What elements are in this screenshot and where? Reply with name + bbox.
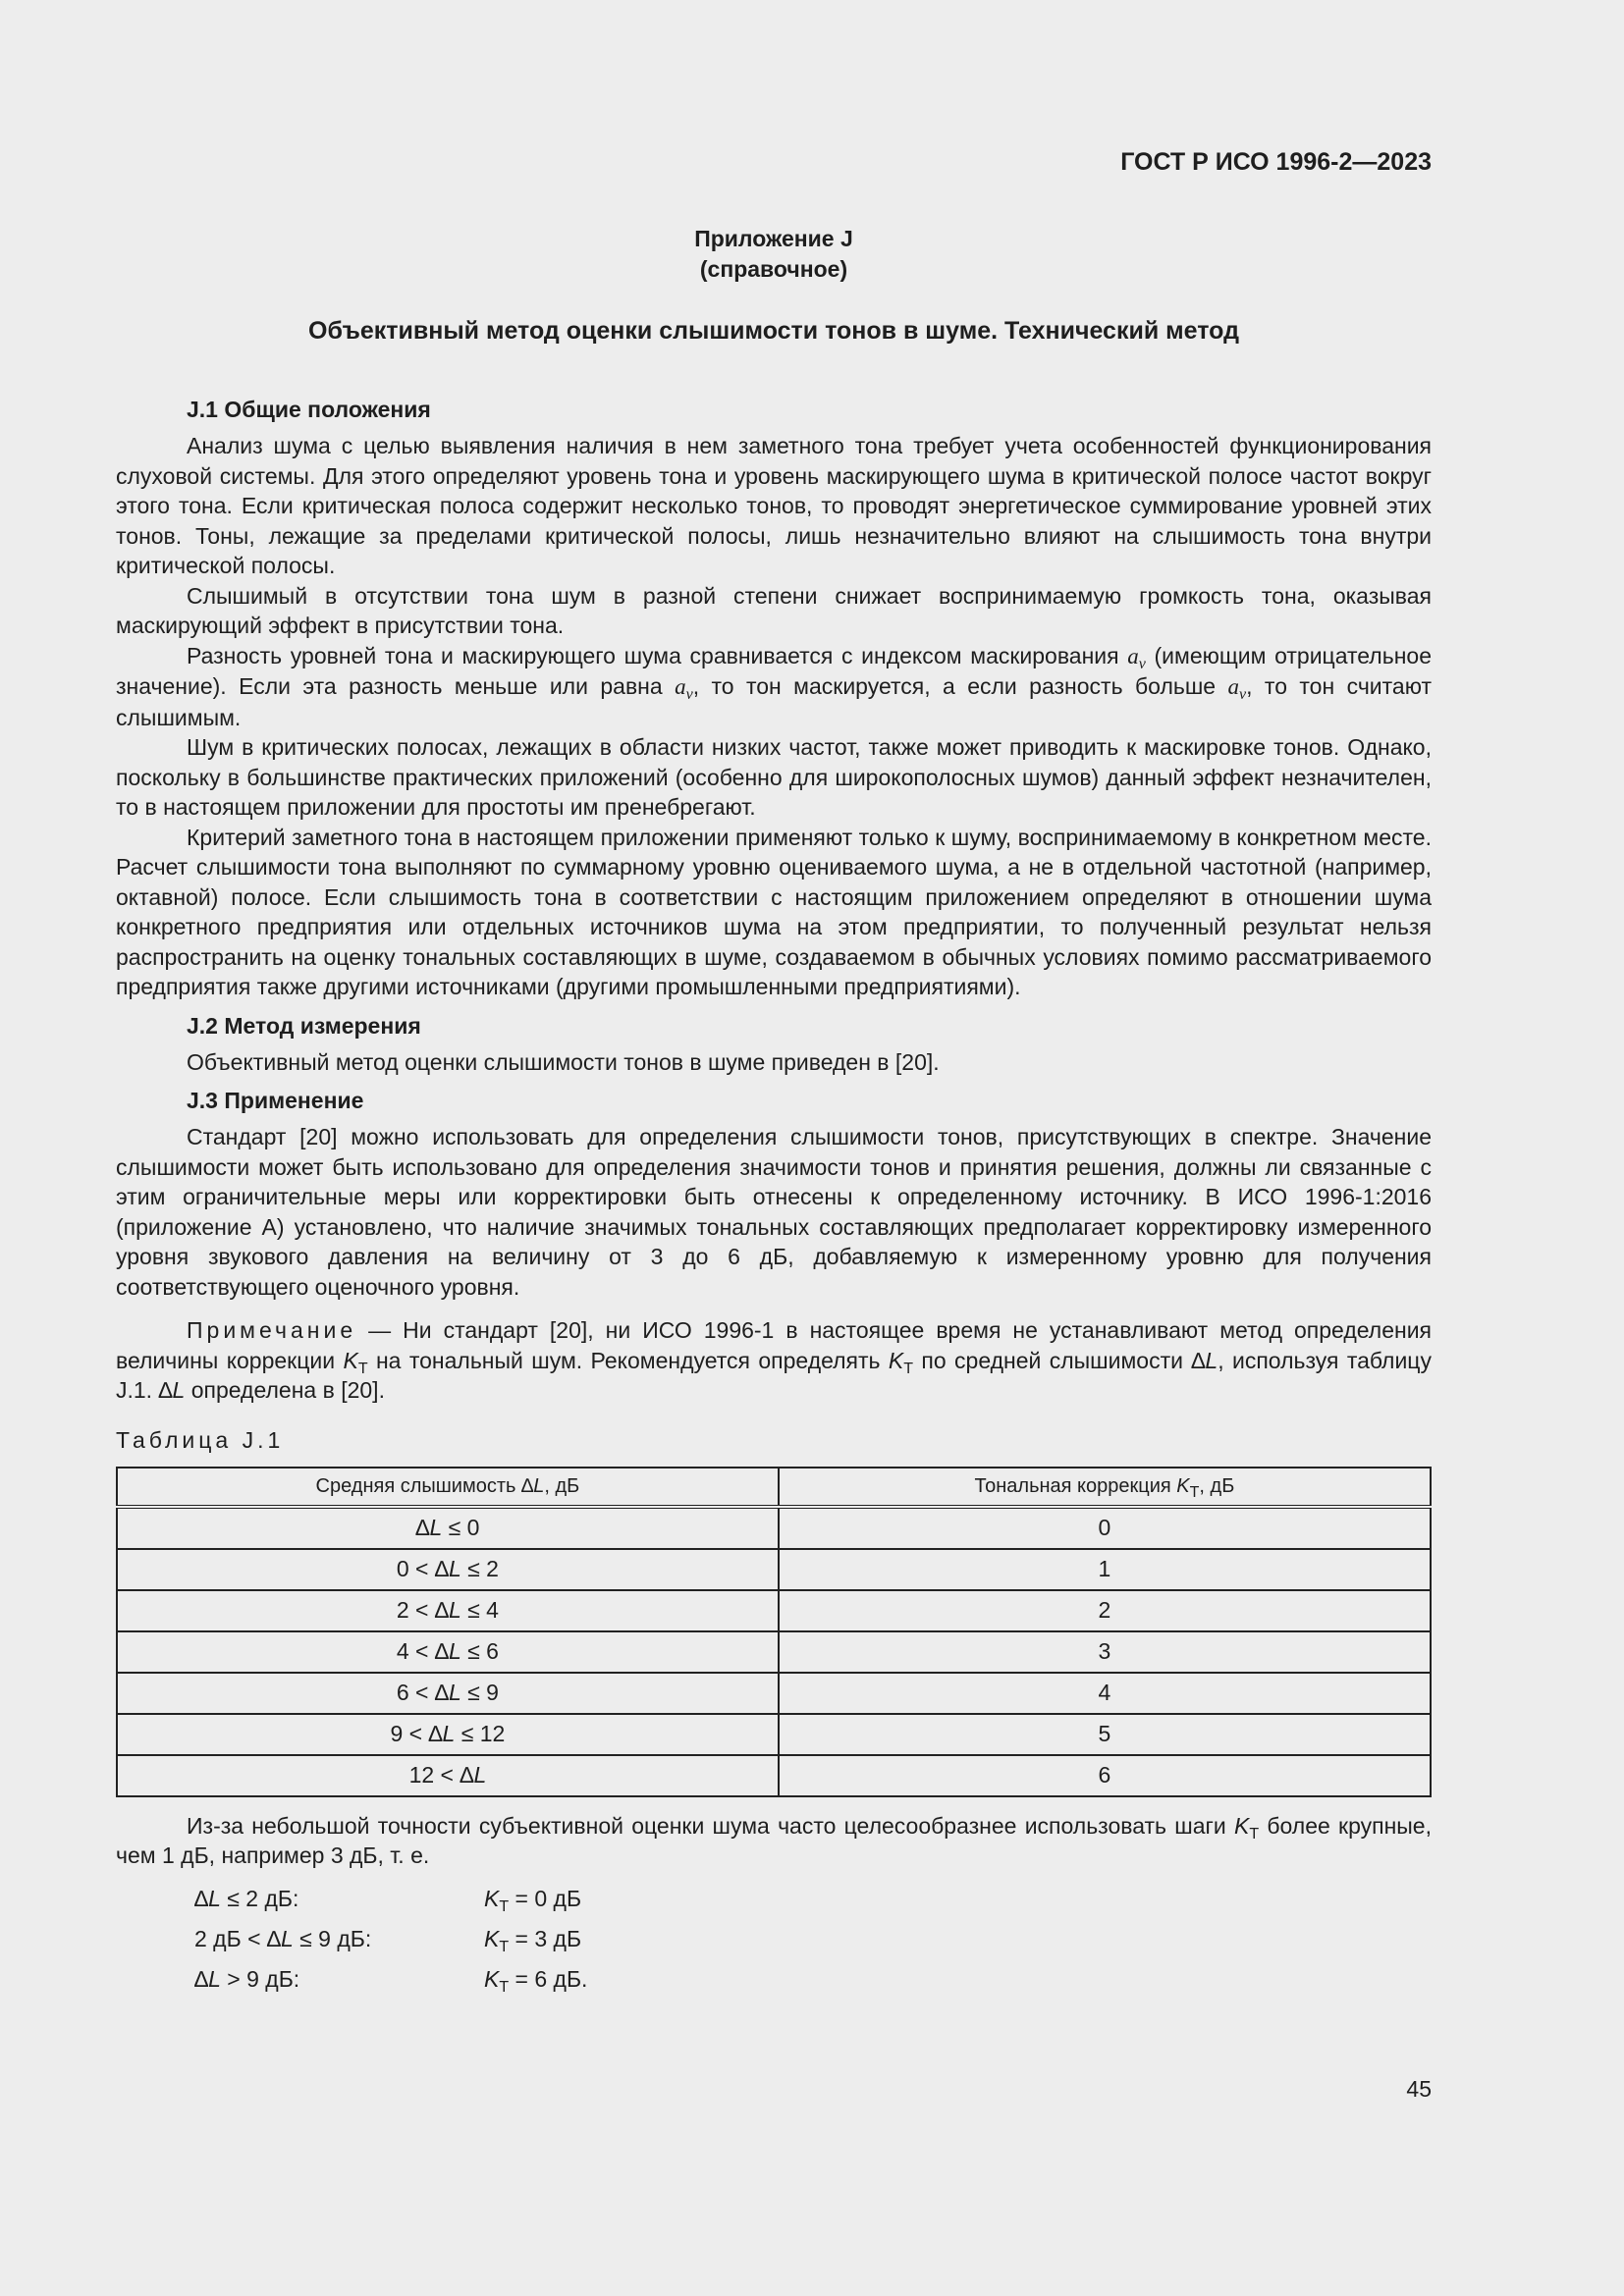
step-value: $K_T = 3$ дБ xyxy=(484,1925,582,1955)
table-cell-range: 2 < ∆L ≤ 4 xyxy=(117,1590,779,1631)
step-condition: ∆L ≤ 2 дБ: xyxy=(194,1885,299,1911)
symbol-kt: $K_T$ xyxy=(343,1347,368,1377)
paragraph: Шум в критических полосах, лежащих в области низких частот, также может приводить к маскировке тонов. Однако, поскольку в большинстве практических приложений (особенно для широкополосных шумов) данный эффект незначителен, то в настоящем приложении для простоты им пренебрегают. xyxy=(116,734,1432,820)
annex-heading xyxy=(116,224,1432,285)
symbol-av: $a_v$ xyxy=(1127,643,1146,672)
section-heading-j3: J.3 Применение xyxy=(187,1088,364,1113)
step-row xyxy=(194,1959,1432,2000)
section-heading-j2: J.2 Метод измерения xyxy=(187,1012,421,1039)
table-row xyxy=(117,1549,1431,1590)
table-row xyxy=(117,1507,1431,1549)
tonal-correction-table xyxy=(116,1467,1432,1797)
section-heading-j1: J.1 Общие положения xyxy=(187,397,431,422)
annex-title: Объективный метод оценки слышимости тонов в шуме. Технический метод xyxy=(308,317,1239,345)
paragraph: Разность уровней тона и маскирующего шума сравнивается с индексом маскирования $a_v$ (имеющим отрицательное значение). Если эта разность меньше или равна $a_v$, то тон маскируется, а если разность больше $a_v$, то тон считают слышимым. xyxy=(116,642,1432,730)
symbol-av: $a_v$ xyxy=(1227,674,1247,703)
paragraph: Стандарт [20] можно использовать для определения слышимости тонов, присутствующих в спектре. Значение слышимости может быть использовано для определения значимости тонов и принятия решения, должны ли связанные с этим ограничительные меры или корректировки быть отнесены к определенному источнику. В ИСО 1996-1:2016 (приложение А) установлено, что наличие значимых тональных составляющих предполагает корректировку измеренного уровня звукового давления на величину от 3 до 6 дБ, добавляемую к измеренному уровню для получения соответствующего оценочного уровня. xyxy=(116,1124,1432,1300)
document-body xyxy=(116,394,1432,2000)
step-value: $K_T = 6$ дБ. xyxy=(484,1965,588,1996)
table-cell-value: 5 xyxy=(779,1714,1431,1755)
table-row xyxy=(117,1755,1431,1796)
table-cell-range: 4 < ∆L ≤ 6 xyxy=(117,1631,779,1673)
paragraph: Анализ шума с целью выявления наличия в нем заметного тона требует учета особенностей функционирования слуховой системы. Для этого определяют уровень тона и уровень маскирующего шума в критической полосе частот вокруг этого тона. Если критическая полоса содержит несколько тонов, то проводят энергетическое суммирование уровней этих тонов. Тоны, лежащие за пределами критической полосы, лишь незначительно влияют на слышимость тона внутри критической полосы. xyxy=(116,433,1432,578)
column-header-audibility: Средняя слышимость ∆L, дБ xyxy=(117,1468,779,1507)
table-caption: Таблица J.1 xyxy=(116,1426,285,1453)
table-cell-value: 2 xyxy=(779,1590,1431,1631)
table-cell-range: 6 < ∆L ≤ 9 xyxy=(117,1673,779,1714)
symbol-av: $a_v$ xyxy=(675,674,693,703)
step-condition: 2 дБ < ∆L ≤ 9 дБ: xyxy=(194,1925,372,1951)
table-cell-value: 4 xyxy=(779,1673,1431,1714)
paragraph: Критерий заметного тона в настоящем приложении применяют только к шуму, воспринимаемому в конкретном месте. Расчет слышимости тона выполняют по суммарному уровню оцениваемого шума, а не в отдельной частотной (например, октавной) полосе. Если слышимость тона в соответствии с настоящим приложением определяют в отношении шума конкретного предприятия или отдельных источников шума на этом предприятии, то полученный результат нельзя распространить на оценку тональных составляющих в шуме, создаваемом в обычных условиях помимо рассматриваемого предприятия также другими источниками (другими промышленными предприятиями). xyxy=(116,824,1432,999)
step-row xyxy=(194,1919,1432,1959)
annex-label: Приложение J xyxy=(694,226,853,251)
column-header-correction: Тональная коррекция $K_T$, дБ xyxy=(779,1468,1431,1507)
table-row xyxy=(117,1673,1431,1714)
table-cell-value: 3 xyxy=(779,1631,1431,1673)
correction-steps xyxy=(116,1879,1432,2000)
table-cell-value: 1 xyxy=(779,1549,1431,1590)
table-row xyxy=(117,1714,1431,1755)
table-cell-value: 6 xyxy=(779,1755,1431,1796)
step-value: $K_T = 0$ дБ xyxy=(484,1885,582,1915)
table-cell-range: 9 < ∆L ≤ 12 xyxy=(117,1714,779,1755)
symbol-kt: $K_T$ xyxy=(888,1347,914,1377)
table-cell-range: ∆L ≤ 0 xyxy=(415,1515,480,1541)
paragraph: Слышимый в отсутствии тона шум в разной степени снижает воспринимаемую громкость тона, оказывая маскирующий эффект в присутствии тона. xyxy=(116,582,1432,638)
note: Примечание — Ни стандарт [20], ни ИСО 1996-1 в настоящее время не устанавливают метод определения величины коррекции $K_T$ на тональный шум. Рекомендуется определять $K_T$ по средней слышимости ∆L, используя таблицу J.1. ∆L определена в [20]. xyxy=(116,1317,1432,1403)
page-number: 45 xyxy=(1406,2076,1432,2102)
document-id: ГОСТ Р ИСО 1996-2—2023 xyxy=(1120,148,1432,176)
symbol-kt: $K_T$ xyxy=(1233,1812,1260,1842)
table-cell-range: 12 < ∆L xyxy=(117,1755,779,1796)
table-header-row xyxy=(117,1468,1431,1507)
note-label: Примечание xyxy=(187,1317,357,1343)
table-row xyxy=(117,1590,1431,1631)
step-row xyxy=(194,1879,1432,1919)
paragraph: Из-за небольшой точности субъективной оценки шума часто целесообразнее использовать шаги $K_T$ более крупные, чем 1 дБ, например 3 дБ, т. е. xyxy=(116,1812,1432,1868)
step-condition: ∆L > 9 дБ: xyxy=(194,1965,300,1992)
annex-type: (справочное) xyxy=(699,256,848,282)
table-cell-range: 0 < ∆L ≤ 2 xyxy=(117,1549,779,1590)
paragraph: Объективный метод оценки слышимости тонов в шуме приведен в [20]. xyxy=(187,1048,940,1075)
table-row xyxy=(117,1631,1431,1673)
table-cell-value: 0 xyxy=(779,1507,1431,1549)
